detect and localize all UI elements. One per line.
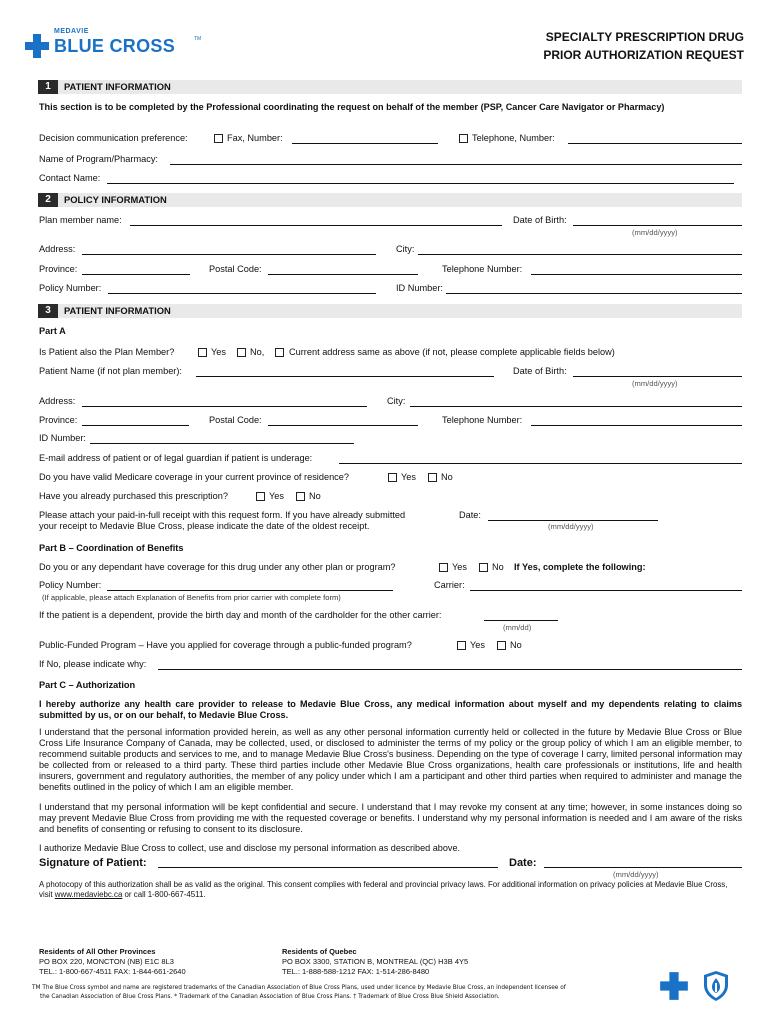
privacy-paragraph-2: I understand that my personal information will be kept confidential and secure. I understand that I may revoke my consent at any time; however, in some instances doing so may prevent Medavie Blue Cross from providing me with the requested coverage or benefits. I understand why my personal information is needed and I am aware of the risks and benefits of consenting or refusing to consent to its disclosure. (39, 802, 742, 834)
other-plan-no-checkbox[interactable] (479, 563, 488, 572)
is-patient-yes-checkbox[interactable] (198, 348, 207, 357)
footer-quebec-tel: TEL.: 1-888-588-1212 FAX: 1-514-286-8480 (282, 967, 430, 976)
is-patient-yes-label: Yes (211, 347, 226, 357)
address-field[interactable] (82, 254, 376, 255)
public-funded-question: Public-Funded Program – Have you applied for coverage through a public-funded program? (39, 640, 412, 650)
patient-city-label: City: (387, 396, 406, 406)
patient-name-field[interactable] (196, 376, 494, 377)
purchased-yes-label: Yes (269, 491, 284, 501)
logo (24, 27, 204, 61)
patient-id-label: ID Number: (39, 433, 86, 443)
public-funded-no-checkbox[interactable] (497, 641, 506, 650)
footer-other-tel: TEL.: 1-800-667-4511 FAX: 1-844-661-2640 (39, 967, 186, 976)
other-policy-field[interactable] (107, 590, 393, 591)
patient-dob-field[interactable] (573, 376, 742, 377)
attach-receipt-line2: your receipt to Medavie Blue Cross, please indicate the date of the oldest receipt. (39, 521, 370, 531)
if-no-label: If No, please indicate why: (39, 659, 147, 669)
footer-quebec-address: PO BOX 3300, STATION B, MONTREAL (QC) H3B 4Y5 (282, 957, 469, 966)
telephone-label: Telephone, Number: (472, 133, 555, 143)
purchased-no-checkbox[interactable] (296, 492, 305, 501)
fax-checkbox[interactable] (214, 134, 223, 143)
postal-label: Postal Code: (209, 264, 262, 274)
current-address-checkbox[interactable] (275, 348, 284, 357)
province-label: Province: (39, 264, 78, 274)
privacy-paragraph-3: I authorize Medavie Blue Cross to collect, use and disclose my personal information as described above. (39, 843, 461, 853)
section-1-intro: This section is to be completed by the Professional coordinating the request on behalf of the member (PSP, Cancer Care Navigator or Pharmacy) (39, 102, 665, 112)
footer-quebec-title: Residents of Quebec (282, 947, 357, 956)
policy-number-field[interactable] (108, 293, 376, 294)
blue-shield-icon (702, 970, 730, 1002)
patient-city-field[interactable] (410, 406, 742, 407)
purchased-question: Have you already purchased this prescription? (39, 491, 228, 501)
city-label: City: (396, 244, 415, 254)
medicare-no-label: No (441, 472, 453, 482)
medicare-yes-checkbox[interactable] (388, 473, 397, 482)
medicare-no-checkbox[interactable] (428, 473, 437, 482)
other-plan-yes-label: Yes (452, 562, 467, 572)
contact-label: Contact Name: (39, 173, 101, 183)
part-b-heading: Part B – Coordination of Benefits (39, 543, 184, 553)
patient-address-label: Address: (39, 396, 76, 406)
authorization-statement: I hereby authorize any health care provider to release to Medavie Blue Cross, any medical information about myself and my dependents relating to claims submitted by us, or on our behalf, to Medavie Blue Cross. (39, 699, 742, 720)
other-policy-label: Policy Number: (39, 580, 102, 590)
carrier-label: Carrier: (434, 580, 465, 590)
trademark-line-1: TM The Blue Cross symbol and name are registered trademarks of the Canadian Association of Blue Cross Plans, used under licence by Medavie Blue Cross, an independent licensee of (32, 985, 566, 991)
plan-member-label: Plan member name: (39, 215, 122, 225)
patient-province-field[interactable] (82, 425, 189, 426)
public-funded-yes-label: Yes (470, 640, 485, 650)
part-c-heading: Part C – Authorization (39, 680, 136, 690)
patient-telephone-field[interactable] (531, 425, 742, 426)
dependent-question: If the patient is a dependent, provide the birth day and month of the cardholder for the other carrier: (39, 610, 442, 620)
part-a-heading: Part A (39, 326, 66, 336)
eob-note: (If applicable, please attach Explanation of Benefits from prior carrier with complete form) (42, 593, 341, 602)
patient-dob-hint: (mm/dd/yyyy) (632, 379, 678, 388)
section-2-title: POLICY INFORMATION (64, 194, 167, 205)
receipt-date-hint: (mm/dd/yyyy) (548, 522, 594, 531)
province-field[interactable] (82, 274, 190, 275)
email-label: E-mail address of patient or of legal guardian if patient is underage: (39, 453, 313, 463)
contact-field[interactable] (107, 183, 734, 184)
signature-date-field[interactable] (544, 867, 742, 868)
logo-tm: TM (194, 36, 202, 42)
footer-other-address: PO BOX 220, MONCTON (NB) E1C 8L3 (39, 957, 174, 966)
if-no-reason-field[interactable] (158, 669, 742, 670)
photocopy-text: A photocopy of this authorization shall be as valid as the original. This consent complies with federal and provincial privacy laws. For additional information on privacy policies at Medavie Blue Cross, visit (39, 880, 728, 899)
signature-label: Signature of Patient: (39, 857, 147, 869)
fax-label: Fax, Number: (227, 133, 283, 143)
purchased-no-label: No (309, 491, 321, 501)
if-yes-note: If Yes, complete the following: (514, 562, 646, 572)
section-3-title: PATIENT INFORMATION (64, 305, 171, 316)
form-title-line2: PRIOR AUTHORIZATION REQUEST (543, 48, 744, 62)
patient-name-label: Patient Name (if not plan member): (39, 366, 182, 376)
telephone-checkbox[interactable] (459, 134, 468, 143)
cardholder-date-hint: (mm/dd) (503, 623, 532, 632)
blue-cross-footer-icon (659, 971, 689, 1001)
cardholder-date-field[interactable] (484, 620, 558, 621)
dob-label: Date of Birth: (513, 215, 567, 225)
program-field[interactable] (170, 164, 742, 165)
photocopy-notice (39, 880, 742, 900)
medicare-yes-label: Yes (401, 472, 416, 482)
dob-hint: (mm/dd/yyyy) (632, 228, 678, 237)
blue-cross-icon (24, 33, 50, 59)
receipt-date-field[interactable] (488, 520, 658, 521)
other-plan-yes-checkbox[interactable] (439, 563, 448, 572)
patient-province-label: Province: (39, 415, 78, 425)
postal-field[interactable] (268, 274, 418, 275)
city-field[interactable] (418, 254, 742, 255)
telephone-number-field[interactable] (568, 143, 742, 144)
section-1-number: 1 (38, 80, 58, 94)
website-link[interactable]: www.medaviebc.ca (54, 890, 123, 899)
footer-other-title: Residents of All Other Provinces (39, 947, 156, 956)
is-patient-no-label: No, (250, 347, 265, 357)
form-title-line1: SPECIALTY PRESCRIPTION DRUG (545, 30, 744, 44)
fax-number-field[interactable] (292, 143, 438, 144)
address-label: Address: (39, 244, 76, 254)
telephone-number-label: Telephone Number: (442, 264, 523, 274)
id-number-label: ID Number: (396, 283, 443, 293)
signature-date-label: Date: (509, 857, 537, 869)
section-1-title: PATIENT INFORMATION (64, 81, 171, 92)
patient-id-field[interactable] (90, 443, 354, 444)
section-2-number: 2 (38, 193, 58, 207)
patient-postal-field[interactable] (268, 425, 418, 426)
policy-number-label: Policy Number: (39, 283, 102, 293)
telephone-number-field-2[interactable] (531, 274, 742, 275)
patient-dob-label: Date of Birth: (513, 366, 567, 376)
is-patient-question: Is Patient also the Plan Member? (39, 347, 175, 357)
patient-postal-label: Postal Code: (209, 415, 262, 425)
program-label: Name of Program/Pharmacy: (39, 154, 158, 164)
patient-telephone-label: Telephone Number: (442, 415, 523, 425)
signature-date-hint: (mm/dd/yyyy) (613, 870, 659, 879)
decision-label: Decision communication preference: (39, 133, 188, 143)
receipt-date-label: Date: (459, 510, 481, 520)
purchased-yes-checkbox[interactable] (256, 492, 265, 501)
carrier-field[interactable] (470, 590, 742, 591)
is-patient-no-checkbox[interactable] (237, 348, 246, 357)
id-number-field[interactable] (446, 293, 742, 294)
signature-field[interactable] (158, 867, 498, 868)
trademark-line-2: the Canadian Association of Blue Cross Plans. * Trademark of the Canadian Association of Blue Cross Plans. † Trademark of Blue Cross Blue Shield Association. (40, 994, 500, 1000)
plan-member-field[interactable] (130, 225, 502, 226)
medicare-question: Do you have valid Medicare coverage in your current province of residence? (39, 472, 349, 482)
patient-address-field[interactable] (82, 406, 367, 407)
current-address-label: Current address same as above (if not, please complete applicable fields below) (289, 347, 615, 357)
attach-receipt-line1: Please attach your paid-in-full receipt with this request form. If you have already submitted (39, 510, 406, 520)
logo-small-text: MEDAVIE (54, 28, 89, 35)
dob-field[interactable] (573, 225, 742, 226)
other-plan-question: Do you or any dependant have coverage for this drug under any other plan or program? (39, 562, 396, 572)
section-3-number: 3 (38, 304, 58, 318)
public-funded-yes-checkbox[interactable] (457, 641, 466, 650)
email-field[interactable] (339, 463, 742, 464)
phone-suffix: or call 1-800-667-4511. (124, 890, 206, 899)
other-plan-no-label: No (492, 562, 504, 572)
logo-main-text: BLUE CROSS (54, 36, 176, 56)
public-funded-no-label: No (510, 640, 522, 650)
privacy-paragraph-1: I understand that the personal information provided herein, as well as any other personal information currently held or collected in the future by Medavie Blue Cross or Blue Cross Life Insurance Company of Canada, may be collected, used, or disclosed to administer the terms of my policy or the group policy of which I am an eligible member, to recommend suitable products and services to me, and to manage Medavie Blue Cross's business. Depending on the type of coverage I carry, limited personal information may be collected from or released to a third party. These third parties include other Medavie Blue Cross organizations, health care professionals or institutions, life and health insurers, government and regulatory authorities, the member of any policy under which I am a participant and other third parties when required to administer and manage the benefits outlined in the policy of which I am an eligible member. (39, 727, 742, 792)
